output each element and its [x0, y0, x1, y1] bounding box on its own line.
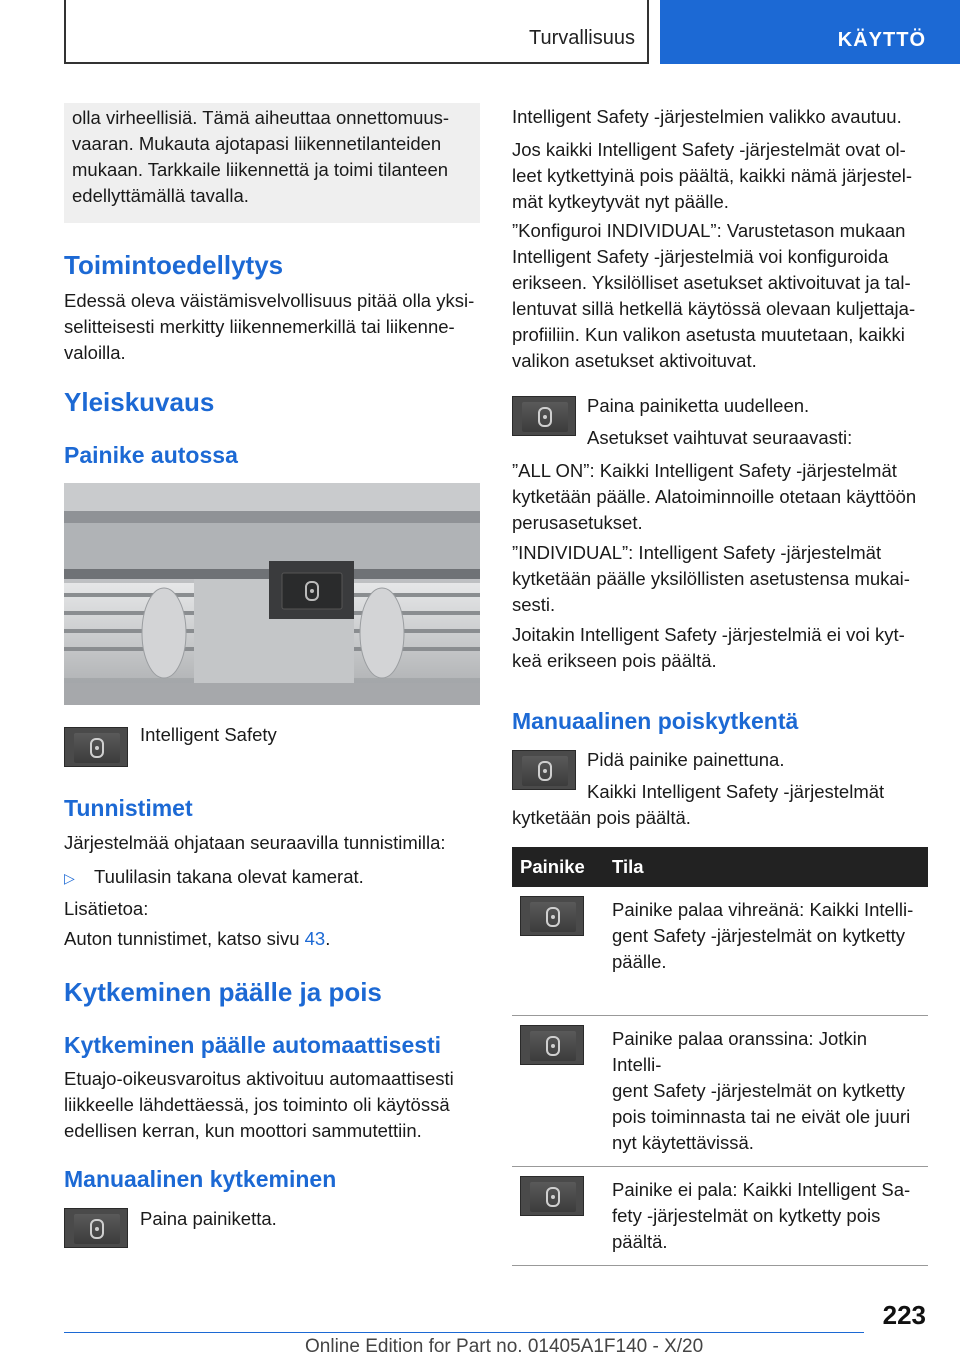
text-line: Painike palaa vihreänä: Kaikki Intelli-: [612, 899, 914, 920]
reference-line: [64, 926, 330, 952]
heading-tunnistimet: Tunnistimet: [64, 795, 193, 821]
hold-button-text: Pidä painike painettuna.: [587, 749, 785, 770]
table-cell-icon: [512, 1015, 604, 1166]
text-line: nyt käytettävissä.: [612, 1131, 754, 1153]
text-line: fety -järjestelmät on kytketty pois: [612, 1204, 881, 1226]
text-line: pois toiminnasta tai ne eivät ole juuri: [612, 1105, 911, 1127]
button-green-icon: [520, 896, 584, 936]
table-cell-status: [604, 887, 928, 1015]
text-line: selitteisesti merkitty liikennemerkillä tai liikenne-: [64, 316, 455, 337]
heading-painike-autossa: Painike autossa: [64, 442, 238, 468]
lisatietoa-label: Lisätietoa:: [64, 898, 149, 919]
text-line: ”ALL ON”: Kaikki Intelligent Safety -järjestelmät: [512, 460, 897, 481]
heading-yleiskuvaus: Yleiskuvaus: [64, 387, 215, 417]
text-line: erikseen. Yksilölliset asetukset aktivoituvat ja tal-: [512, 272, 911, 293]
intelligent-safety-button-icon: [64, 727, 128, 767]
warning-line: edellyttämällä tavalla.: [72, 185, 249, 206]
footer-divider: [64, 1332, 864, 1333]
text-line: gent Safety -järjestelmät on kytketty: [612, 925, 906, 946]
text-line: päälle.: [612, 951, 667, 972]
warning-line: olla virheellisiä. Tämä aiheuttaa onnettomuus-: [72, 107, 450, 128]
text-line: kytketään päälle. Alatoiminnoille otetaan käyttöön: [512, 486, 917, 507]
text-line: leet kytkettyinä pois päältä, kaikki nämä järjestel-: [512, 165, 912, 186]
bullet-triangle-icon: ▷: [64, 870, 75, 886]
intelligent-safety-button-icon: [512, 396, 576, 436]
table-row: [512, 887, 928, 1015]
text-line: Etuajo-oikeusvaroitus aktivoituu automaattisesti: [64, 1068, 454, 1089]
header-section-box: [64, 0, 649, 64]
text-line: päältä.: [612, 1230, 668, 1252]
text-line: edellisen kerran, kun moottori sammutettiin.: [64, 1120, 422, 1141]
table-header-painike: Painike: [512, 847, 604, 887]
text-line: ”INDIVIDUAL”: Intelligent Safety -järjestelmät: [512, 542, 882, 563]
footer-edition: Online Edition for Part no. 01405A1F140 - X/20: [305, 1336, 704, 1357]
text-line: lentuvat sillä hetkellä käytössä olevaan kuljettaja-: [512, 298, 916, 319]
header-chapter-tab: [660, 0, 960, 64]
text-line: Painike ei pala: Kaikki Intelligent Sa-: [612, 1178, 911, 1200]
individual-paragraph: [512, 540, 932, 618]
heading-kytkeminen: Kytkeminen päälle ja pois: [64, 977, 382, 1007]
manual-press-text: Paina painiketta.: [140, 1208, 277, 1229]
text-line: liikkeelle lähdettäessä, jos toiminto oli käytössä: [64, 1094, 450, 1115]
header-section-title: Turvallisuus: [529, 27, 635, 49]
table-cell-icon: [512, 1166, 604, 1265]
all-off-text-1: Kaikki Intelligent Safety -järjestelmät: [587, 781, 885, 802]
heading-manuaalinen-poiskytkenta: Manuaalinen poiskytkentä: [512, 708, 799, 734]
some-systems-paragraph: [512, 622, 932, 674]
dashboard-photo: [64, 483, 480, 705]
toimintoedellytys-text: [64, 288, 484, 366]
text-line: ”Konfiguroi INDIVIDUAL”: Varustetason mukaan: [512, 220, 906, 241]
intelligent-safety-button-icon: [512, 750, 576, 790]
text-line: Joitakin Intelligent Safety -järjestelmiä ei voi kyt-: [512, 624, 905, 645]
tunnistimet-intro: Järjestelmää ohjataan seuraavilla tunnistimilla:: [64, 832, 446, 853]
table-header-row: [512, 847, 928, 887]
table-row: [512, 1166, 928, 1265]
all-off-text-2: kytketään pois päältä.: [512, 807, 691, 828]
text-line: perusasetukset.: [512, 512, 643, 533]
warning-line: vaaran. Mukauta ajotapasi liikennetilanteiden: [72, 133, 442, 154]
intelligent-safety-caption: Intelligent Safety: [140, 724, 277, 745]
reference-text: Auton tunnistimet, katso sivu: [64, 928, 305, 949]
text-line: keä erikseen pois päältä.: [512, 650, 717, 671]
page-number: 223: [882, 1300, 926, 1330]
table-cell-status: [604, 1166, 928, 1265]
individual-config-paragraph: [512, 218, 932, 374]
text-line: mät kytkeytyvät nyt päälle.: [512, 191, 729, 212]
button-status-table: [512, 847, 928, 1266]
dashboard-illustration: [64, 483, 480, 705]
kytkeminen-auto-text: [64, 1066, 484, 1144]
menu-opens-text: Intelligent Safety -järjestelmien valikko avautuu.: [512, 106, 902, 127]
all-off-paragraph: [512, 137, 932, 215]
heading-kytkeminen-auto: Kytkeminen päälle automaattisesti: [64, 1032, 442, 1058]
intelligent-safety-button-icon: [64, 1208, 128, 1248]
text-line: Intelligent Safety -järjestelmiä voi konfiguroida: [512, 246, 889, 267]
warning-box: [64, 103, 480, 223]
text-line: Edessä oleva väistämisvelvollisuus pitää olla yksi-: [64, 290, 475, 311]
text-line: valoilla.: [64, 342, 126, 363]
heading-toimintoedellytys: Toimintoedellytys: [64, 250, 284, 280]
all-on-paragraph: [512, 458, 932, 536]
table-cell-icon: [512, 887, 604, 1015]
bullet-text: Tuulilasin takana olevat kamerat.: [94, 866, 364, 887]
warning-line: mukaan. Tarkkaile liikennettä ja toimi tilanteen: [72, 159, 449, 180]
reference-end: .: [325, 928, 331, 949]
text-line: Jos kaikki Intelligent Safety -järjestelmät ovat ol-: [512, 139, 906, 160]
text-line: profiiliin. Kun valikon asetusta muutetaan, kaikki: [512, 324, 905, 345]
heading-manuaalinen-kytkeminen: Manuaalinen kytkeminen: [64, 1166, 337, 1192]
settings-change-text: Asetukset vaihtuvat seuraavasti:: [587, 427, 853, 448]
header-chapter-title: KÄYTTÖ: [837, 29, 926, 51]
press-again-text: Paina painiketta uudelleen.: [587, 395, 810, 416]
page-reference-link[interactable]: 43: [304, 928, 326, 949]
text-line: Painike palaa oranssina: Jotkin Intelli-: [612, 1027, 868, 1075]
button-orange-icon: [520, 1025, 584, 1065]
text-line: sesti.: [512, 594, 556, 615]
text-line: gent Safety -järjestelmät on kytketty: [612, 1079, 906, 1101]
table-cell-status: [604, 1015, 928, 1166]
text-line: kytketään päälle yksilöllisten asetustensa mukai-: [512, 568, 910, 589]
button-off-icon: [520, 1176, 584, 1216]
table-row: [512, 1015, 928, 1166]
bullet-item: [64, 864, 364, 891]
table-header-tila: Tila: [604, 847, 928, 887]
text-line: valikon asetukset aktivoituvat.: [512, 350, 757, 371]
